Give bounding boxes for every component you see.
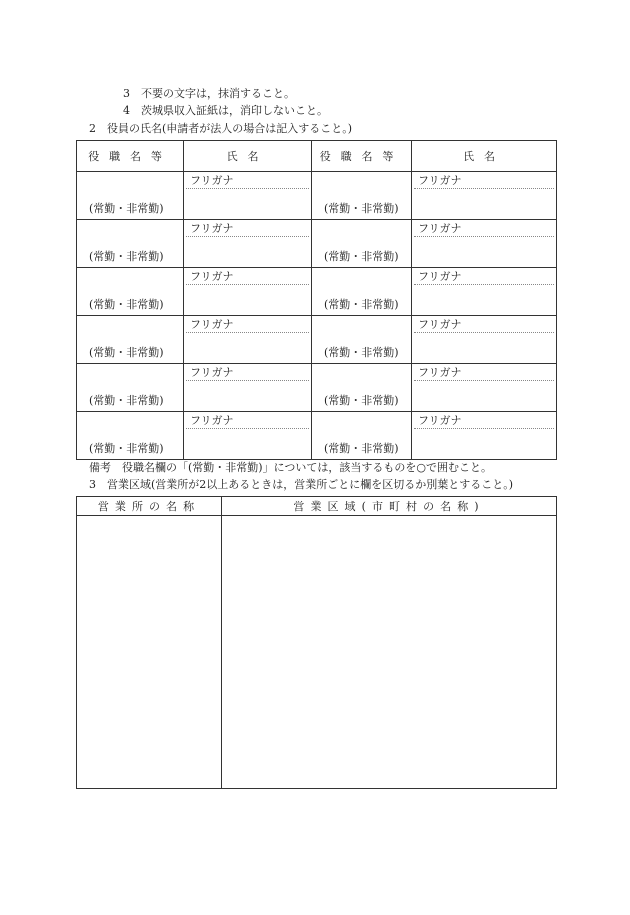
name-cell[interactable]: [184, 172, 312, 220]
section-2-title: 2 役員の氏名(申請者が法人の場合は記入すること。): [89, 122, 353, 135]
role-cell[interactable]: [312, 220, 412, 268]
header-office-name: 営業所の名称: [77, 497, 222, 516]
role-cell[interactable]: [312, 268, 412, 316]
name-cell[interactable]: [412, 316, 557, 364]
role-status: (常勤・非常勤): [89, 394, 164, 407]
name-cell[interactable]: [184, 364, 312, 412]
name-cell[interactable]: [412, 268, 557, 316]
role-cell[interactable]: [312, 364, 412, 412]
role-cell[interactable]: [312, 412, 412, 460]
furigana-label: フリガナ: [414, 174, 554, 189]
table-row: [77, 172, 557, 220]
officers-table: [76, 140, 557, 460]
furigana-label: フリガナ: [186, 366, 309, 381]
name-cell[interactable]: [412, 220, 557, 268]
officers-header-row: [77, 141, 557, 172]
office-name-cell[interactable]: [77, 516, 222, 789]
role-cell[interactable]: [77, 172, 184, 220]
role-status: (常勤・非常勤): [89, 442, 164, 455]
name-cell[interactable]: [184, 316, 312, 364]
furigana-label: フリガナ: [414, 366, 554, 381]
furigana-label: フリガナ: [186, 414, 309, 429]
name-cell[interactable]: [184, 412, 312, 460]
areas-header-row: [77, 497, 557, 516]
name-cell[interactable]: [412, 172, 557, 220]
role-status: (常勤・非常勤): [324, 442, 399, 455]
note-4: 4 茨城県収入証紙は，消印しないこと。: [123, 104, 328, 117]
furigana-label: フリガナ: [186, 318, 309, 333]
table-row: [77, 220, 557, 268]
role-cell[interactable]: [77, 220, 184, 268]
furigana-label: フリガナ: [186, 270, 309, 285]
name-cell[interactable]: [184, 220, 312, 268]
furigana-label: フリガナ: [414, 270, 554, 285]
header-name-left: 氏名: [184, 141, 312, 172]
role-cell[interactable]: [312, 172, 412, 220]
role-cell[interactable]: [77, 412, 184, 460]
role-status: (常勤・非常勤): [89, 298, 164, 311]
name-cell[interactable]: [184, 268, 312, 316]
business-area-cell[interactable]: [222, 516, 557, 789]
role-cell[interactable]: [77, 316, 184, 364]
table-row: [77, 516, 557, 789]
role-cell[interactable]: [77, 364, 184, 412]
name-cell[interactable]: [412, 412, 557, 460]
header-name-right: 氏名: [412, 141, 557, 172]
role-status: (常勤・非常勤): [324, 202, 399, 215]
header-business-area: 営業区域(市町村の名称): [222, 497, 557, 516]
furigana-label: フリガナ: [414, 222, 554, 237]
role-status: (常勤・非常勤): [324, 250, 399, 263]
header-role-left: 役職名等: [77, 141, 184, 172]
role-status: (常勤・非常勤): [324, 298, 399, 311]
role-cell[interactable]: [77, 268, 184, 316]
header-role-right: 役職名等: [312, 141, 412, 172]
furigana-label: フリガナ: [186, 174, 309, 189]
note-3: 3 不要の文字は，抹消すること。: [123, 87, 295, 100]
role-status: (常勤・非常勤): [89, 346, 164, 359]
table-row: [77, 364, 557, 412]
role-status: (常勤・非常勤): [324, 394, 399, 407]
role-status: (常勤・非常勤): [89, 202, 164, 215]
business-area-table: [76, 496, 557, 789]
table-row: [77, 316, 557, 364]
table-row: [77, 268, 557, 316]
role-status: (常勤・非常勤): [89, 250, 164, 263]
role-cell[interactable]: [312, 316, 412, 364]
role-status: (常勤・非常勤): [324, 346, 399, 359]
section-3-title: 3 営業区域(営業所が2以上あるときは，営業所ごとに欄を区切るか別葉とすること。): [89, 478, 514, 491]
name-cell[interactable]: [412, 364, 557, 412]
furigana-label: フリガナ: [414, 318, 554, 333]
furigana-label: フリガナ: [186, 222, 309, 237]
section-2-remark: 備考 役職名欄の「(常勤・非常勤)」については，該当するものを○で囲むこと。: [89, 461, 492, 474]
furigana-label: フリガナ: [414, 414, 554, 429]
table-row: [77, 412, 557, 460]
